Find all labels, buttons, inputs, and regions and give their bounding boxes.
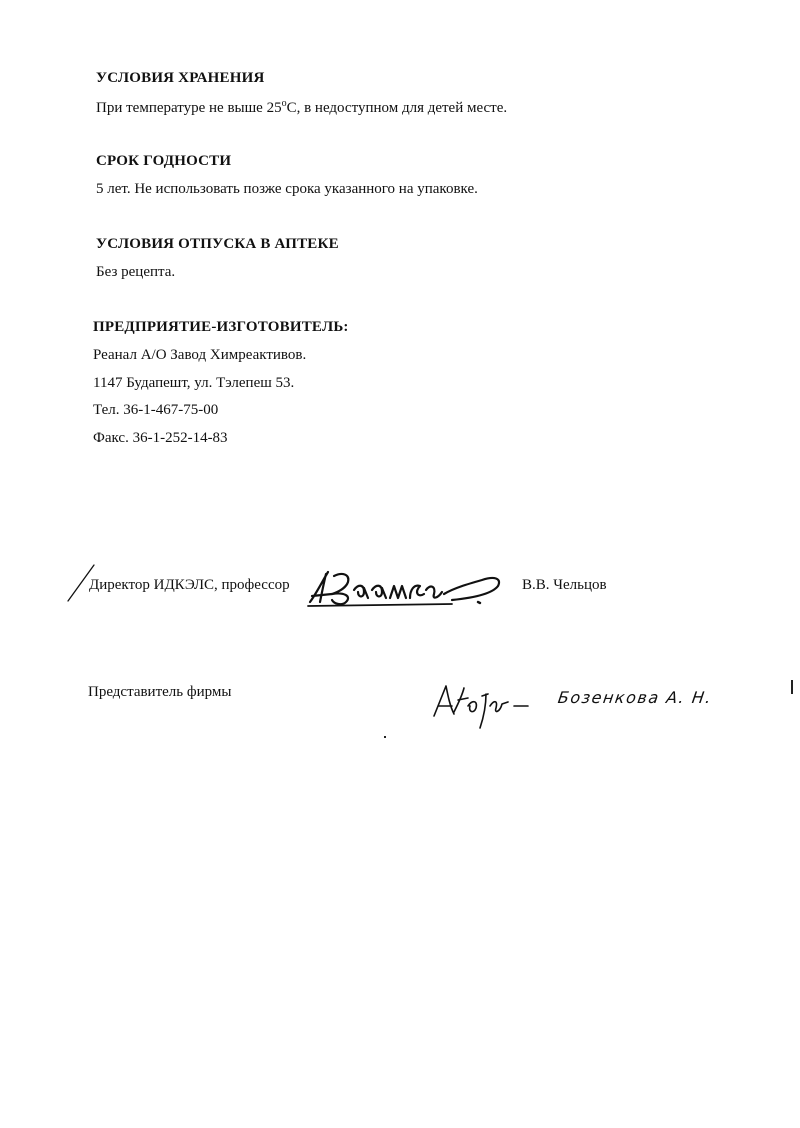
manufacturer-fax: Факс. 36-1-252-14-83 (93, 430, 228, 446)
scan-mark (791, 680, 793, 694)
manufacturer-phone: Тел. 36-1-467-75-00 (93, 402, 219, 418)
storage-heading: УСЛОВИЯ ХРАНЕНИЯ (96, 70, 265, 86)
dispensing-heading: УСЛОВИЯ ОТПУСКА В АПТЕКЕ (96, 236, 339, 252)
representative-title: Представитель фирмы (88, 684, 232, 700)
manufacturer-address: 1147 Будапешт, ул. Тэлепеш 53. (93, 375, 295, 391)
scan-dot (384, 736, 386, 738)
manufacturer-heading: ПРЕДПРИЯТИЕ-ИЗГОТОВИТЕЛЬ: (93, 319, 349, 335)
director-name: В.В. Чельцов (522, 577, 607, 593)
director-signature-icon (302, 566, 508, 610)
shelf-life-text: 5 лет. Не использовать позже срока указанного на упаковке. (96, 181, 478, 197)
representative-name: Бозенкова А. Н. (556, 688, 714, 707)
director-title: Директор ИДКЭЛС, профессор (89, 577, 290, 593)
manufacturer-name: Реанал А/О Завод Химреактивов. (93, 347, 307, 363)
storage-text-before: При температуре не выше 25 (96, 100, 282, 116)
storage-text-after: С, в недоступном для детей месте. (286, 100, 508, 116)
degree-sign: o (281, 98, 287, 109)
shelf-life-heading: СРОК ГОДНОСТИ (96, 153, 232, 169)
storage-text (96, 98, 507, 117)
dispensing-text: Без рецепта. (96, 264, 176, 280)
